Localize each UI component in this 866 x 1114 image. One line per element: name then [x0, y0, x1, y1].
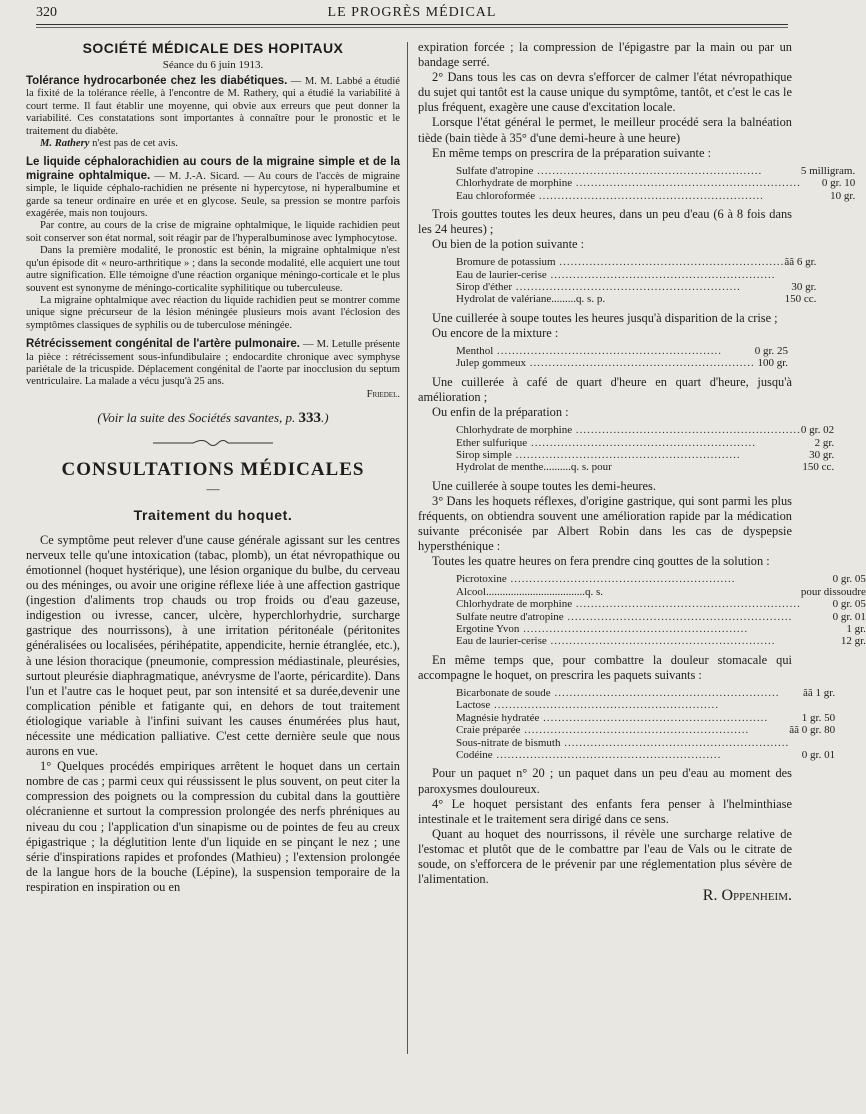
prescription-row: Menthol ............................................................ 0 gr. 25: [456, 345, 789, 358]
paragraph: Une cuillerée à soupe toutes les heures jusqu'à disparition de la crise ;: [432, 310, 778, 325]
paragraph: Ou encore de la mixture :: [432, 325, 559, 340]
paragraph: Une cuillerée à café de quart d'heure en quart d'heure, jusqu'à amélioration ;: [418, 374, 792, 404]
prescription-row: Bicarbonate de soude ............................................................ ãã 1 gr.: [456, 686, 836, 699]
paragraph: 3° Dans les hoquets réflexes, d'origine gastrique, qui sont parmi les plus fréquents, on obtiendra souvent une amélioration rapide par la médication suivante préconisée par Albert Robin dans les cas de dyspepsie hypersthénique :: [418, 493, 792, 554]
prescription-3: [456, 345, 788, 370]
paragraph: La migraine ophtalmique avec réaction du liquide rachidien peut se montrer comme unique signe précurseur de la lésion méningée plusieurs mois avant l'éclosion des symptômes classiques de syphilis ou de tuberculose méningée.: [26, 294, 400, 331]
paragraph: Ou enfin de la préparation :: [432, 405, 569, 420]
paragraph: Quant au hoquet des nourrissons, il révèle une surcharge relative de l'estomac et plutôt que de le combattre par l'eau de Vals ou le citrate de soude, on s'efforcera de le prévenir par une réglementation plus sévère de l'alimentation.: [418, 826, 792, 887]
dot-leader: ............................................................: [493, 345, 723, 358]
paragraph: Toutes les quatre heures on fera prendre cinq gouttes de la solution :: [432, 554, 770, 569]
continuation-page: 333: [298, 409, 321, 426]
item-author: — M. J.-A. Sicard.: [154, 170, 240, 182]
dot-leader: ............................................................: [550, 686, 780, 699]
dot-leader: ............................................................: [555, 256, 785, 269]
dot-leader: ............................................................: [525, 357, 755, 370]
column-divider: [407, 42, 408, 1054]
dot-leader: ............................................................: [539, 711, 769, 724]
prescription-row: Magnésie hydratée ............................................................ 1 gr. 50: [456, 711, 836, 724]
dot-leader: ............................................................: [520, 724, 750, 737]
right-column: [418, 40, 866, 905]
item-author: — M. Letulle: [302, 339, 362, 351]
paragraph: 4° Le hoquet persistant des enfants fera penser à l'helminthiase intestinale et le traitement sera dirigé dans ce sens.: [418, 796, 792, 826]
prescription-2: [456, 256, 816, 306]
dot-leader: ............................................................: [519, 622, 749, 635]
prescription-row: Ether sulfurique ............................................................ 2 gr.: [456, 436, 835, 449]
societe-title: SOCIÉTÉ MÉDICALE DES HOPITAUX: [82, 40, 344, 56]
item-author: — M. M. Labbé: [290, 76, 363, 87]
prescription-row: Sulfate d'atropine ............................................................ 5 milligram.: [456, 164, 856, 177]
paragraph: 1° Quelques procédés empiriques arrêtent le hoquet dans un certain nombre de cas ; parmi ceux qui réussissent le plus souvent, on peut citer la compression des poignets ou la compression du cubital dans la gouttière olécranienne et surtout la compression prolongée des nerfs phréniques au niveau du cou ; l'application d'un sinapisme ou de pointes de feu au creux épigastrique ; la déglutition lente d'un liquide en se pinçant le nez ; une série d'inspirations rapides et profondes (Mathieu) ; l'extension prolongée de la langue hors de la bouche (Lépine), la suspension temporaire de la respiration en inspiration ou en: [26, 759, 400, 894]
prescription-row: Chlorhydrate de morphine ............................................................ 0 gr. 05: [456, 598, 866, 611]
dot-leader: ............................................................: [535, 189, 764, 202]
dot-leader: ............................................................: [506, 573, 736, 586]
running-title: LE PROGRÈS MÉDICAL: [327, 5, 497, 20]
signature: R. Oppenheim.: [702, 887, 792, 905]
flourish-icon: [153, 438, 273, 448]
dot-leader: ............................................................: [572, 598, 801, 611]
item-text: présente la pièce : rétrécissement sous-infundibulaire ; endocardite chronique avec symphyse pariétale de la tricuspide. Déplacement congénital de l'aorte par inocclusion du septum ventriculaire. La malade a vécu jusqu'à 25 ans.: [26, 339, 401, 388]
prescription-row: Alcool....................................q. s. pour dissoudre: [456, 585, 866, 598]
prescription-row: Eau de laurier-cerise ............................................................: [456, 268, 776, 281]
session-date: Séance du 6 juin 1913.: [162, 59, 264, 71]
dot-leader: ............................................................: [533, 164, 763, 177]
dot-leader: ............................................................: [572, 424, 801, 437]
prescription-row: Hydrolat de valériane.........q. s. p. 150 cc.: [456, 293, 817, 306]
prescription-4: [456, 424, 834, 474]
prescription-row: Sirop simple ............................................................ 30 gr.: [456, 448, 835, 461]
paragraph: Lorsque l'état général le permet, le meilleur procédé sera la balnéation tiède (bain tiède à 35° d'une demi-heure à une heure): [418, 115, 792, 145]
prescription-row: Codéine ............................................................ 0 gr. 01: [456, 749, 836, 761]
item-liquide: [26, 156, 400, 220]
prescription-row: Lactose ............................................................: [456, 699, 719, 712]
paragraph: Ce symptôme peut relever d'une cause générale agissant sur les centres nerveux telle qu'une intoxication (tabac, plomb), un état névropathique ou émotionnel (hoquet hystérique), une lésion organique du bulbe, du cerveau ou des méninges, ou avoir une origine réflexe liée à une affection gastrique (ingestion d'aliments trop chauds ou trop froids ou d'eau gazeuse, indigestion ou ivresse, cancer, ulcère, hyperchlorhydrie, surcharge gastrique des nourrissons), à une irritation péritonéale (péritonites généralisées ou localisées, périhépatite, appendicite, hernie étranglée, etc.), à une lésion thoracique (pneumonie, compression médiastinale, pleurésies, surtout pleurésie diaphragmatique, anévrysme de l'aorte, péricardite). Dans l'un et l'autre cas le hoquet peut, par son intensité et sa durée,devenir une complication pénible et fatigante qui, en dehors de tout traitement étiologique variable à l'infini suivant les causes énumérées plus haut, nécessite une médication palliative. C'est cette dernière seule que nous aurons en vue.: [26, 532, 400, 759]
article-title: Traitement du hoquet.: [133, 506, 293, 523]
prescription-6: [456, 687, 835, 761]
prescription-row: Chlorhydrate de morphine ............................................................ 0 gr. 10: [456, 177, 856, 190]
prescription-row: Chlorhydrate de morphine ............................................................ 0 gr. 02: [456, 424, 835, 437]
left-column: [26, 40, 400, 895]
prescription-row: Picrotoxine ............................................................ 0 gr. 05: [456, 573, 866, 586]
dot-leader: ............................................................: [511, 448, 741, 461]
ornament-divider: [26, 437, 400, 453]
paragraph: Une cuillerée à soupe toutes les demi-heures.: [432, 478, 656, 493]
dot-leader: ............................................................: [490, 699, 719, 712]
paragraph: Trois gouttes toutes les deux heures, dans un peu d'eau (6 à 8 fois dans les 24 heures) ;: [418, 206, 792, 237]
paragraph: Par contre, au cours de la crise de migraine ophtalmique, le liquide rachidien peut soit conserver son état normal, soit réagir par de l'hyperalbuminose avec lymphocytose.: [26, 220, 400, 244]
consultations-title: CONSULTATIONS MÉDICALES: [61, 458, 365, 480]
prescription-row: Eau de laurier-cerise ............................................................ 12 gr.: [456, 635, 866, 648]
item-retrecissement: [26, 338, 400, 389]
dot-leader: ............................................................: [563, 610, 793, 623]
paragraph: 2° Dans tous les cas on devra s'efforcer de calmer l'état névropathique du sujet qui tantôt est la cause unique du symptôme, tantôt, et c'est le cas le plus fréquent, exagère une cause d'excitation locale.: [418, 70, 792, 115]
paragraph: Dans la première modalité, le pronostic est bénin, la migraine ophtalmique n'est qu'un épisode dit « neuro-arthritique » ; dans la seconde modalité, elle acquiert une tout autre signification. Elle témoigne d'une réaction organique méningo-corticale et le plus souvent est synonyme de méningo-corticalite syphilitique ou tuberculeuse.: [26, 245, 400, 294]
dot-leader: ............................................................: [572, 177, 801, 190]
see-continuation: (Voir la suite des Sociétés savantes, p. 333.): [97, 409, 329, 426]
item-reply: [26, 138, 400, 150]
header-rule-thin: [36, 27, 788, 28]
title-dash: —: [206, 480, 220, 496]
prescription-row: Sirop d'éther ............................................................ 30 gr.: [456, 281, 817, 294]
dot-leader: ............................................................: [560, 736, 790, 749]
dot-leader: ............................................................: [492, 749, 722, 761]
dot-leader: ............................................................: [527, 436, 756, 449]
item-text: — Au cours de l'accès de migraine simple, le liquide céphalo-rachidien ne présente ni hypercytose, ni hyperalbumine et garde sa teneur ordinaire en urée et en glycose. Seule, sa pression se montre parfois exagérée, mais non toujours.: [26, 170, 400, 220]
paragraph: expiration forcée ; la compression de l'épigastre par la main ou par un bandage serré.: [418, 40, 792, 70]
dot-leader: ............................................................: [546, 635, 776, 648]
dot-leader: ............................................................: [512, 281, 741, 294]
reply-text: n'est pas de cet avis.: [89, 138, 178, 150]
paragraph: Ou bien de la potion suivante :: [432, 237, 585, 252]
prescription-row: Hydrolat de menthe..........q. s. pour 150 cc.: [456, 461, 835, 474]
prescription-5: [456, 573, 866, 647]
header-rule: [36, 24, 788, 25]
item-tolerance: [26, 75, 400, 138]
prescription-row: Julep gommeux ............................................................ 100 gr.: [456, 357, 789, 370]
paragraph: En même temps que, pour combattre la douleur stomacale qui accompagne le hoquet, on prescrira les paquets suivants :: [418, 652, 792, 682]
prescription-row: Ergotine Yvon ............................................................ 1 gr.: [456, 622, 866, 635]
prescription-1: [456, 165, 855, 202]
prescription-row: Craie préparée ............................................................ ãã 0 gr. 80: [456, 724, 836, 737]
prescription-row: Bromure de potassium ............................................................ ãã 6 gr.: [456, 256, 817, 269]
page-number: 320: [36, 5, 57, 20]
paragraph: En même temps on prescrira de la préparation suivante :: [432, 145, 712, 160]
dot-leader: ............................................................: [546, 268, 776, 281]
item-title: Le liquide céphalorachidien au cours de la migraine simple et de la migraine ophtalmique.: [26, 156, 400, 182]
item-text: a étudié la fixité de la tolérance réelle, à l'encontre de M. Rathery, qui a étudié la variabilité à court terme. Il faut établir une moyenne, qui obvie aux erreurs que peut donner la variabilité. Ces constatations sont importantes à connaître pour le pronostic et le traitement du diabète.: [26, 76, 400, 137]
prescription-row: Sulfate neutre d'atropine ............................................................ 0 gr. 01: [456, 610, 866, 623]
reply-author: M. Rathery: [40, 138, 90, 150]
prescription-row: Sous-nitrate de bismuth ............................................................: [456, 736, 790, 749]
item-title: Rétrécissement congénital de l'artère pulmonaire.: [26, 338, 300, 351]
signature: Friedel.: [366, 388, 400, 400]
item-title: Tolérance hydrocarbonée chez les diabétiques.: [26, 75, 288, 87]
paragraph: Pour un paquet n° 20 ; un paquet dans un peu d'eau au moment des paroxysmes douloureux.: [418, 766, 792, 796]
page-header: [36, 5, 788, 23]
prescription-row: Eau chloroformée ............................................................ 10 gr.: [456, 189, 856, 202]
